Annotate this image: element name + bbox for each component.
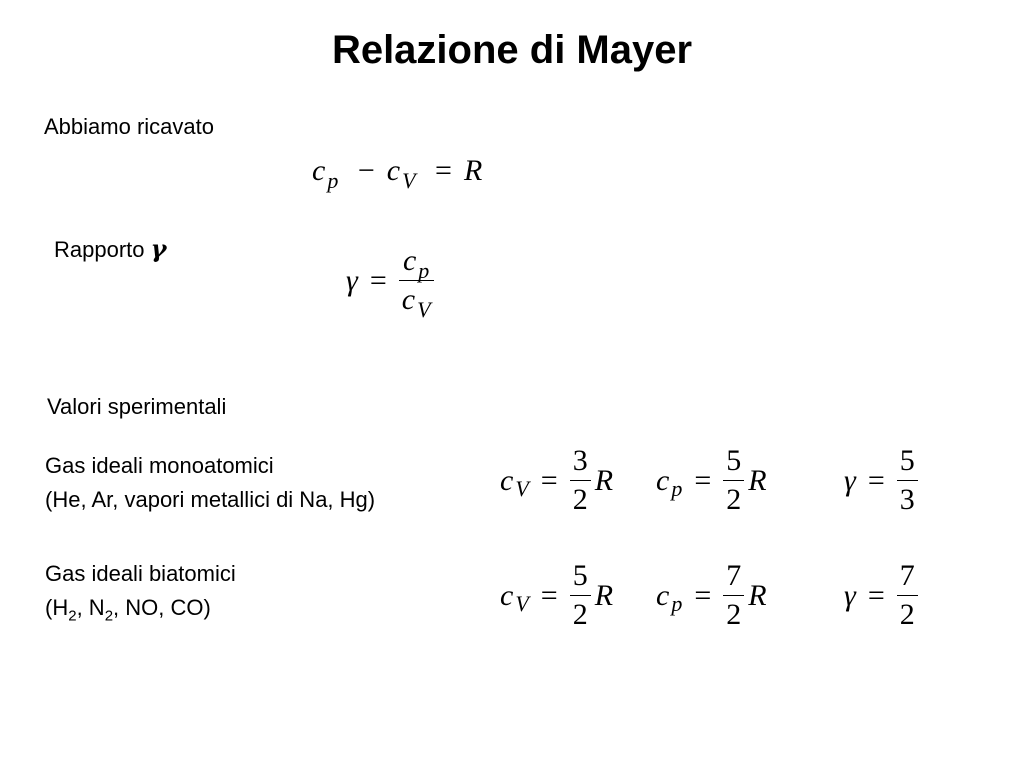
mono-cv-fraction [570,446,591,515]
derived-label: Abbiamo ricavato [44,114,214,139]
fraction-denominator: 2 [572,598,588,631]
sub-p: p [327,168,339,193]
di-gamma-equation [844,561,918,630]
sub-p: p [671,475,683,501]
examples-text: , NO, CO) [113,595,211,620]
sub-v: V [515,475,529,501]
fraction-bar [570,480,591,481]
equals-sign: = [694,463,712,497]
mono-gamma-fraction [897,446,918,515]
subscript: 2 [68,607,77,625]
equals-sign: = [694,578,712,612]
fraction-numerator: 3 [572,444,588,477]
r-symbol: R [748,463,767,497]
c-symbol: c [386,154,401,187]
gamma-fraction [399,244,434,322]
fraction-bar [723,480,744,481]
experimental-values-label: Valori sperimentali [47,394,227,419]
di-cv-equation [500,561,613,630]
c-symbol: c [500,578,514,612]
monoatomic-examples: (He, Ar, vapori metallici di Na, Hg) [45,487,376,512]
c-symbol: c [656,463,670,497]
di-cp-fraction [723,561,744,630]
fraction-bar [570,595,591,596]
mono-gamma-equation [844,446,918,515]
c-symbol: c [656,578,670,612]
fraction-bar [723,595,744,596]
subscript: 2 [104,607,114,625]
monoatomic-title: Gas ideali monoatomici [45,453,274,478]
r-symbol: R [463,154,483,187]
ratio-label: Rapporto [54,237,145,262]
fraction-bar [897,480,918,481]
r-symbol: R [748,578,767,612]
mono-cp-equation [656,446,767,515]
equals-sign: = [369,263,387,297]
di-cp-equation [656,561,767,630]
c-symbol: c [312,154,326,187]
equals-sign: = [540,578,558,612]
gamma-symbol: γ [150,234,167,263]
gamma-symbol: γ [346,263,358,297]
fraction-denominator: 2 [899,598,915,631]
di-gamma-fraction [897,561,918,630]
c-symbol: c [500,463,514,497]
equals-sign: = [435,154,452,187]
fraction-numerator [399,244,434,283]
r-symbol: R [594,578,614,612]
r-symbol: R [594,463,614,497]
examples-text: , N [76,595,105,620]
fraction-numerator: 5 [726,444,742,477]
gamma-symbol: γ [844,578,856,612]
fraction-denominator [399,283,434,322]
equals-sign: = [867,463,885,497]
sub-v: V [417,297,431,322]
page-title: Relazione di Mayer [331,28,693,72]
fraction-denominator: 2 [572,483,588,516]
gamma-symbol: γ [844,463,856,497]
di-cv-fraction [570,561,591,630]
equals-sign: = [540,463,558,497]
mono-cp-fraction [723,446,744,515]
fraction-denominator: 2 [726,483,742,516]
equals-sign: = [867,578,885,612]
sub-p: p [418,258,430,283]
examples-text: (H [45,595,69,620]
fraction-numerator: 7 [726,559,742,592]
minus-sign: − [357,154,375,187]
fraction-denominator: 2 [726,598,742,631]
mono-cv-equation [500,446,613,515]
gamma-definition [346,244,434,322]
sub-v: V [515,590,529,616]
fraction-numerator: 5 [572,559,588,592]
ratio-label-row [54,232,166,267]
sub-p: p [671,590,683,616]
fraction-numerator: 5 [899,444,915,477]
diatomic-title: Gas ideali biatomici [45,561,236,586]
sub-v: V [402,168,416,193]
fraction-numerator: 7 [899,559,915,592]
fraction-bar [897,595,918,596]
mayer-equation [312,154,483,193]
c-symbol: c [402,244,417,277]
diatomic-examples [45,591,211,625]
fraction-denominator: 3 [899,483,915,516]
c-symbol: c [401,283,416,316]
